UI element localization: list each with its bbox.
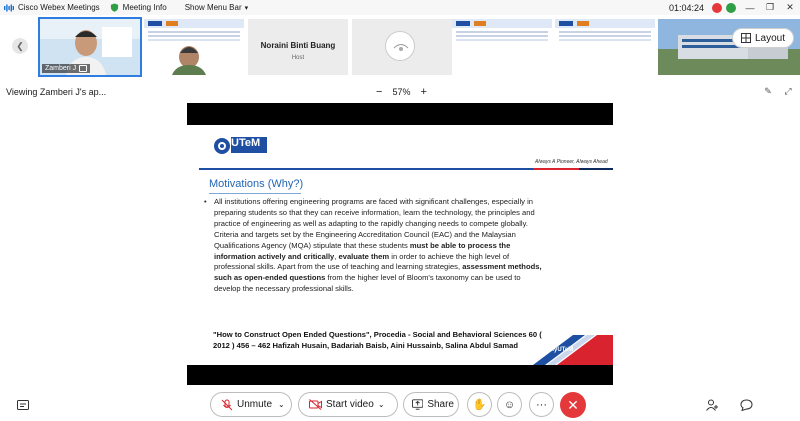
- participant-name-tag: [42, 64, 90, 73]
- close-icon: ✕: [567, 396, 579, 413]
- layout-button[interactable]: [732, 28, 794, 48]
- more-options-button[interactable]: [529, 392, 554, 417]
- header-rule-navy: [579, 168, 613, 170]
- filmstrip-prev-icon[interactable]: ❮: [12, 38, 28, 54]
- zoom-level: 57%: [392, 87, 411, 97]
- presentation-slide: [187, 125, 613, 365]
- raise-hand-button[interactable]: [467, 392, 492, 417]
- chevron-down-icon: ▾: [244, 4, 249, 12]
- chevron-down-icon[interactable]: ⌄: [377, 400, 385, 409]
- slide-reference: "How to Construct Open Ended Questions", Procedia - Social and Behavioral Sciences 60 ( 2012 ) 456 – 462 Hafizah Husain, Badariah Baisb, Aini Hussainb, Salina Abdul Samad: [213, 330, 542, 350]
- shared-content-thumbnail: [452, 19, 552, 75]
- participant-tile[interactable]: [144, 19, 244, 75]
- start-video-button[interactable]: [298, 392, 398, 417]
- slide-bullet: [205, 197, 545, 295]
- shield-icon: [110, 3, 119, 12]
- reactions-button[interactable]: [497, 392, 522, 417]
- more-icon: ···: [536, 398, 547, 411]
- unmute-label: Unmute: [237, 399, 273, 410]
- shared-screen: [187, 103, 613, 385]
- title-bar-right: [669, 0, 800, 15]
- viewing-label: Viewing Zamberi J's ap...: [6, 87, 107, 97]
- app-title: [4, 3, 100, 12]
- participant-tile[interactable]: [352, 19, 452, 75]
- screen-share-indicator-icon: [79, 65, 87, 72]
- zoom-out-button[interactable]: −: [376, 86, 383, 98]
- meeting-timer: 01:04:24: [668, 2, 704, 13]
- header-rule-blue: [199, 168, 533, 170]
- bullet-dot-icon: •: [204, 197, 207, 206]
- layout-grid-icon: [741, 33, 751, 43]
- slide-motto: Always A Pioneer, Always Ahead: [535, 159, 608, 165]
- zoom-controls: [376, 86, 427, 98]
- show-menu-label: Show Menu Bar: [184, 3, 242, 12]
- meeting-controls-bar: [0, 389, 800, 421]
- host-tile[interactable]: [248, 19, 348, 75]
- participants-icon[interactable]: [706, 398, 720, 412]
- share-viewing-bar: [0, 84, 800, 100]
- bullet-text: All institutions offering engineering programs are faced with significant challenges, especially in preparing students so that they can receive information, learn the technology, the principles and practice of engineering as well as adapting to the rapidly changing needs to compete globally. Criteria and targets set by the Engineering Accreditation Council (EAC) and the Malaysian Qualifications Agency (MQA) stipulate that these students must be able to process the information actively and critically, evaluate them in order to achieve the high level of professional skills. Apart from the use of teaching and learning strategies, assessment methods, such as open-ended questions from the higher level of Bloom's taxonomy can be used to develop the necessary professional skills.: [214, 197, 542, 294]
- close-window-icon[interactable]: ✕: [786, 2, 794, 12]
- share-label: Share: [427, 399, 454, 410]
- participant-filmstrip: [0, 16, 800, 78]
- participant-tile[interactable]: [555, 19, 655, 75]
- shared-content-thumbnail: [555, 19, 655, 75]
- avatar: [385, 31, 415, 61]
- participant-tile[interactable]: [452, 19, 552, 75]
- unmute-button[interactable]: [210, 392, 292, 417]
- chevron-down-icon[interactable]: ⌄: [278, 400, 285, 409]
- user-avatar[interactable]: [726, 3, 736, 13]
- participant-video: [144, 19, 244, 75]
- smiley-icon: ☺: [503, 398, 516, 411]
- fullscreen-icon[interactable]: ⤢: [784, 86, 792, 96]
- layout-label: Layout: [754, 32, 785, 44]
- participant-name: Zamberi J: [45, 65, 77, 72]
- app-name: Cisco Webex Meetings: [18, 3, 100, 12]
- slide-heading: Motivations (Why?): [209, 178, 304, 190]
- muted-mic-icon: [221, 399, 233, 411]
- chat-icon[interactable]: [739, 398, 753, 412]
- webex-logo-icon: [4, 4, 14, 12]
- header-rule-red: [533, 168, 579, 170]
- captions-icon[interactable]: [16, 398, 30, 412]
- start-video-label: Start video: [326, 399, 374, 410]
- title-bar: [0, 0, 800, 15]
- utem-logo-text: UTeM: [231, 137, 261, 149]
- meeting-info-button[interactable]: [110, 3, 167, 12]
- meeting-info-label: Meeting Info: [122, 3, 167, 12]
- host-role: Host: [291, 55, 305, 61]
- participant-tile[interactable]: [40, 19, 140, 75]
- share-screen-icon: [412, 399, 423, 410]
- myutem-label: MyUTeM: [549, 347, 574, 353]
- recording-indicator-icon[interactable]: [712, 3, 722, 13]
- raise-hand-icon: ✋: [472, 399, 487, 411]
- video-off-icon: [309, 399, 322, 410]
- leave-meeting-button[interactable]: [560, 392, 586, 418]
- heading-underline: [209, 193, 301, 194]
- zoom-in-button[interactable]: +: [420, 86, 427, 98]
- restore-window-icon[interactable]: ❐: [765, 2, 775, 12]
- host-name: Noraini Binti Buang: [260, 41, 336, 50]
- minimize-window-icon[interactable]: —: [745, 2, 755, 13]
- show-menu-bar-button[interactable]: [185, 3, 248, 12]
- share-button[interactable]: [403, 392, 459, 417]
- annotate-icon[interactable]: ✎: [764, 86, 772, 96]
